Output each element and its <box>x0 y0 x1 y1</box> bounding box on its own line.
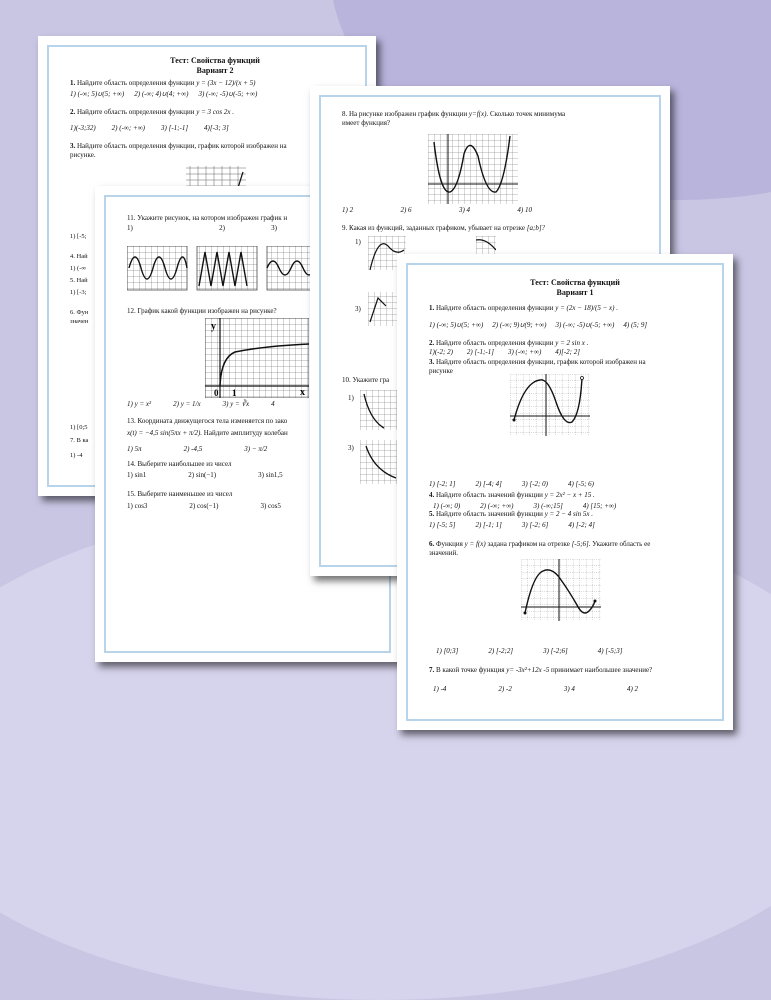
question-5-options: 1) [-5; 5] 2) [-1; 1] 3) [-2; 6] 4) [-2; 4] <box>429 521 595 529</box>
question-9-label-3: 3) <box>355 305 361 313</box>
question-13-formula: x(t) = −4,5 sin(5πx + π/2). Найдите амплитуду колебан <box>127 428 288 437</box>
question-2: 2. Найдите область определения функции y = 2 sin x . <box>429 338 589 347</box>
question-13-options: 1) 5π 2) -4,5 3) − π/2 <box>127 445 268 454</box>
question-11-labels: 1) 2) 3) <box>127 223 277 232</box>
question-8-options: 1) 2 2) 6 3) 4 4) 10 <box>342 206 532 214</box>
question-6-graph <box>521 559 601 621</box>
question-1: 1. Найдите область определения функции y = (2x − 18)/(5 − x) . <box>429 304 618 313</box>
sheet-variant: Вариант 2 <box>196 65 234 75</box>
question-10-label-3: 3) <box>348 444 354 452</box>
question-13: 13. Координата движущегося тела изменяется по зако <box>127 416 288 425</box>
sheet-title: Тест: Свойства функций <box>170 56 260 65</box>
question-7: 7. В какой точке функция y= -3x²+12x -5 принимает наибольшее значение? <box>429 665 653 674</box>
question-8-graph <box>428 134 518 204</box>
sheet-title: Тест: Свойства функций <box>530 278 620 287</box>
question-3-graph-fragment <box>186 166 246 188</box>
question-3-line-2: рисунке <box>429 366 453 375</box>
question-9-graph-2-fragment <box>476 236 496 254</box>
left-fragment-column: 1) [-5; 4. Най 1) (-∞ 5. Най 1) [-3; 6. Фун значен <box>70 233 89 325</box>
question-2-options: 1)(-3;32) 2) (-∞; +∞) 3) [-1;-1] 4)[-3; 3] <box>70 124 229 133</box>
sheet-variant: Вариант 1 <box>556 287 594 297</box>
unit-label: 1 <box>232 388 237 398</box>
question-12-options: 1) y = x² 2) y = 1/x 3) y = ∛x 4 <box>127 400 275 408</box>
origin-label: 0 <box>214 388 219 398</box>
question-7-options: 1) -4 2) -2 3) 4 4) 2 <box>433 684 639 693</box>
question-3-graph <box>510 374 590 436</box>
question-6-line-2: значений. <box>429 548 458 557</box>
question-12: 12. График какой функции изображен на рисунке? <box>127 307 277 315</box>
question-6-options: 1) [0;3] 2) [-2;2] 3) [-2;6] 4) [-5;3] <box>436 647 623 655</box>
question-9: 9. Какая из функций, заданных графиком, убывает на отрезке [a;b]? <box>342 223 546 232</box>
question-10-label-1: 1) <box>348 394 354 402</box>
question-1-options: 1) (-∞; 5)∪(5; +∞) 2) (-∞; 9)∪(9; +∞) 3) (-∞; -5)∪(-5; +∞) 4) (5; 9] <box>429 320 648 329</box>
left-fragment-bottom: 1) [0;5 7. В ка 1) -4 <box>70 424 89 459</box>
question-11: 11. Укажите рисунок, на котором изображен график н <box>127 214 288 222</box>
question-15-options: 1) cos3 2) cos(−1) 3) cos5 <box>127 502 281 511</box>
question-5: 5. Найдите область значений функции y = 2 − 4 sin 5x . <box>429 510 594 519</box>
question-10-graphs <box>360 390 400 510</box>
question-4: 4. Найдите область значений функции y = 2x² − x + 15 . <box>429 490 595 499</box>
question-8: 8. На рисунке изображен график функции y=f(x). Сколько точек минимума <box>342 110 566 118</box>
question-3-options: 1) [-2; 1] 2) [-4; 4] 3) [-2; 0) 4) [-5; 6) <box>429 480 595 488</box>
y-axis-label: y <box>211 321 216 332</box>
question-1: 1. Найдите область определения функции y = (3x − 12)/(x + 5) <box>70 79 256 88</box>
question-12-graph <box>205 318 309 398</box>
question-4-options: 1) (-∞; 0) 2) (-∞; +∞) 3) (-∞;15] 4) [15; +∞) <box>433 501 617 510</box>
worksheet-variant-1 <box>397 254 733 730</box>
question-3: 3. Найдите область определения функции, график которой изображен на <box>429 358 646 367</box>
question-2-options: 1)(-2; 2) 2) [-1;-1] 3) (-∞; +∞) 4)[-2; 2] <box>429 348 580 357</box>
question-3-line-2: рисунке. <box>70 150 96 159</box>
question-9-label-1: 1) <box>355 238 361 246</box>
x-axis-label: x <box>300 387 305 398</box>
question-2: 2. Найдите область определения функции y = 3 cos 2x . <box>70 107 234 116</box>
question-8-line-2: имеет функция? <box>342 118 391 127</box>
question-15: 15. Выберите наименьшее из чисел <box>127 489 233 498</box>
question-3: 3. Найдите область определения функции, график которой изображен на <box>70 142 287 151</box>
question-6: 6. Функция y = f(x) задана графиком на отрезке [-5;6]. Укажите область ее <box>429 539 651 548</box>
question-14-options: 1) sin1 2) sin(−1) 3) sin1,5 <box>127 470 283 479</box>
question-14: 14. Выберите наибольшее из чисел <box>127 460 232 468</box>
question-1-options: 1) (-∞; 5)∪(5; +∞) 2) (-∞; 4)∪(4; +∞) 3) (-∞; -5)∪(-5; +∞) <box>70 89 258 98</box>
question-10: 10. Укажите гра <box>342 376 390 384</box>
question-11-graphs <box>127 246 327 292</box>
